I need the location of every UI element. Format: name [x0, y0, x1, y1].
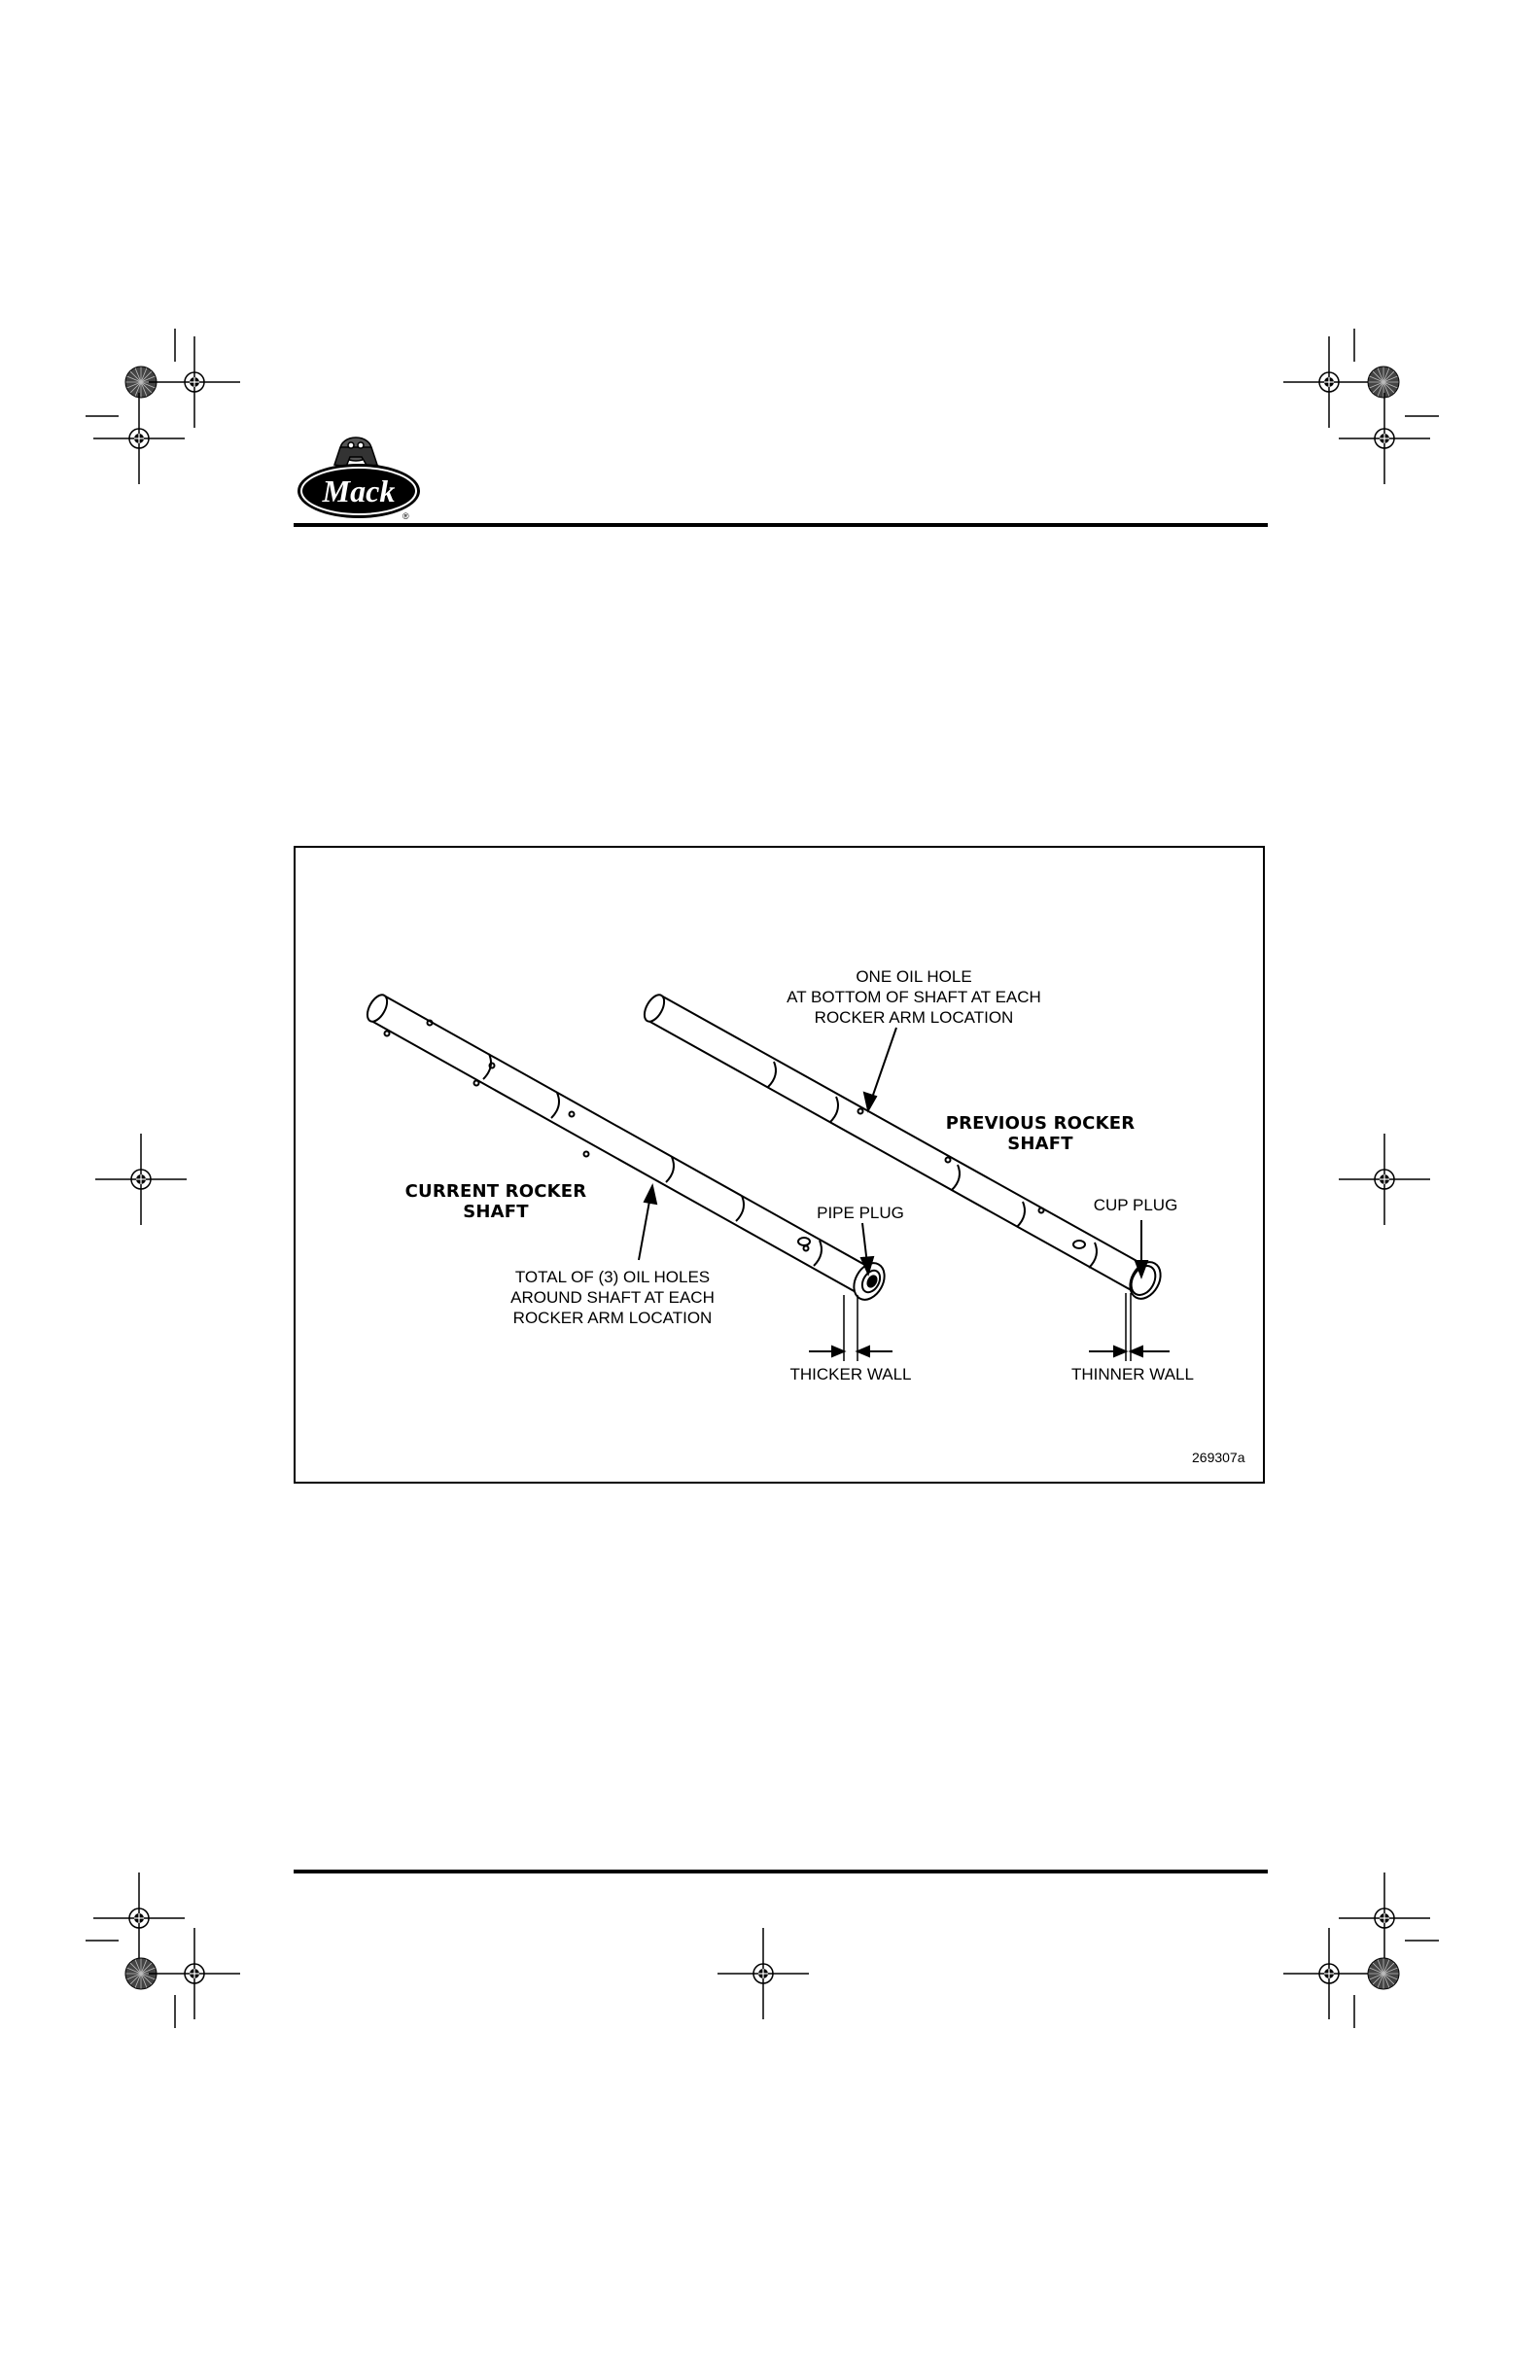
figure-id: 269307a	[1192, 1450, 1245, 1465]
label-cup-plug: CUP PLUG	[1093, 1196, 1178, 1214]
label-previous-rocker-shaft: PREVIOUS ROCKER SHAFT	[945, 1113, 1136, 1154]
logo-wordmark: Mack	[322, 473, 396, 508]
label-pipe-plug: PIPE PLUG	[817, 1204, 904, 1222]
label-thinner-wall: THINNER WALL	[1071, 1365, 1194, 1383]
current-rocker-shaft	[364, 992, 891, 1305]
label-current-rocker-shaft: CURRENT ROCKER SHAFT	[404, 1181, 587, 1222]
registered-mark: ®	[402, 511, 409, 521]
label-one-oil-hole: ONE OIL HOLE AT BOTTOM OF SHAFT AT EACH ROCKER ARM LOCATION	[787, 967, 1041, 1027]
label-three-oil-holes: TOTAL OF (3) OIL HOLES AROUND SHAFT AT EACH ROCKER ARM LOCATION	[510, 1268, 715, 1327]
label-thicker-wall: THICKER WALL	[789, 1365, 912, 1383]
